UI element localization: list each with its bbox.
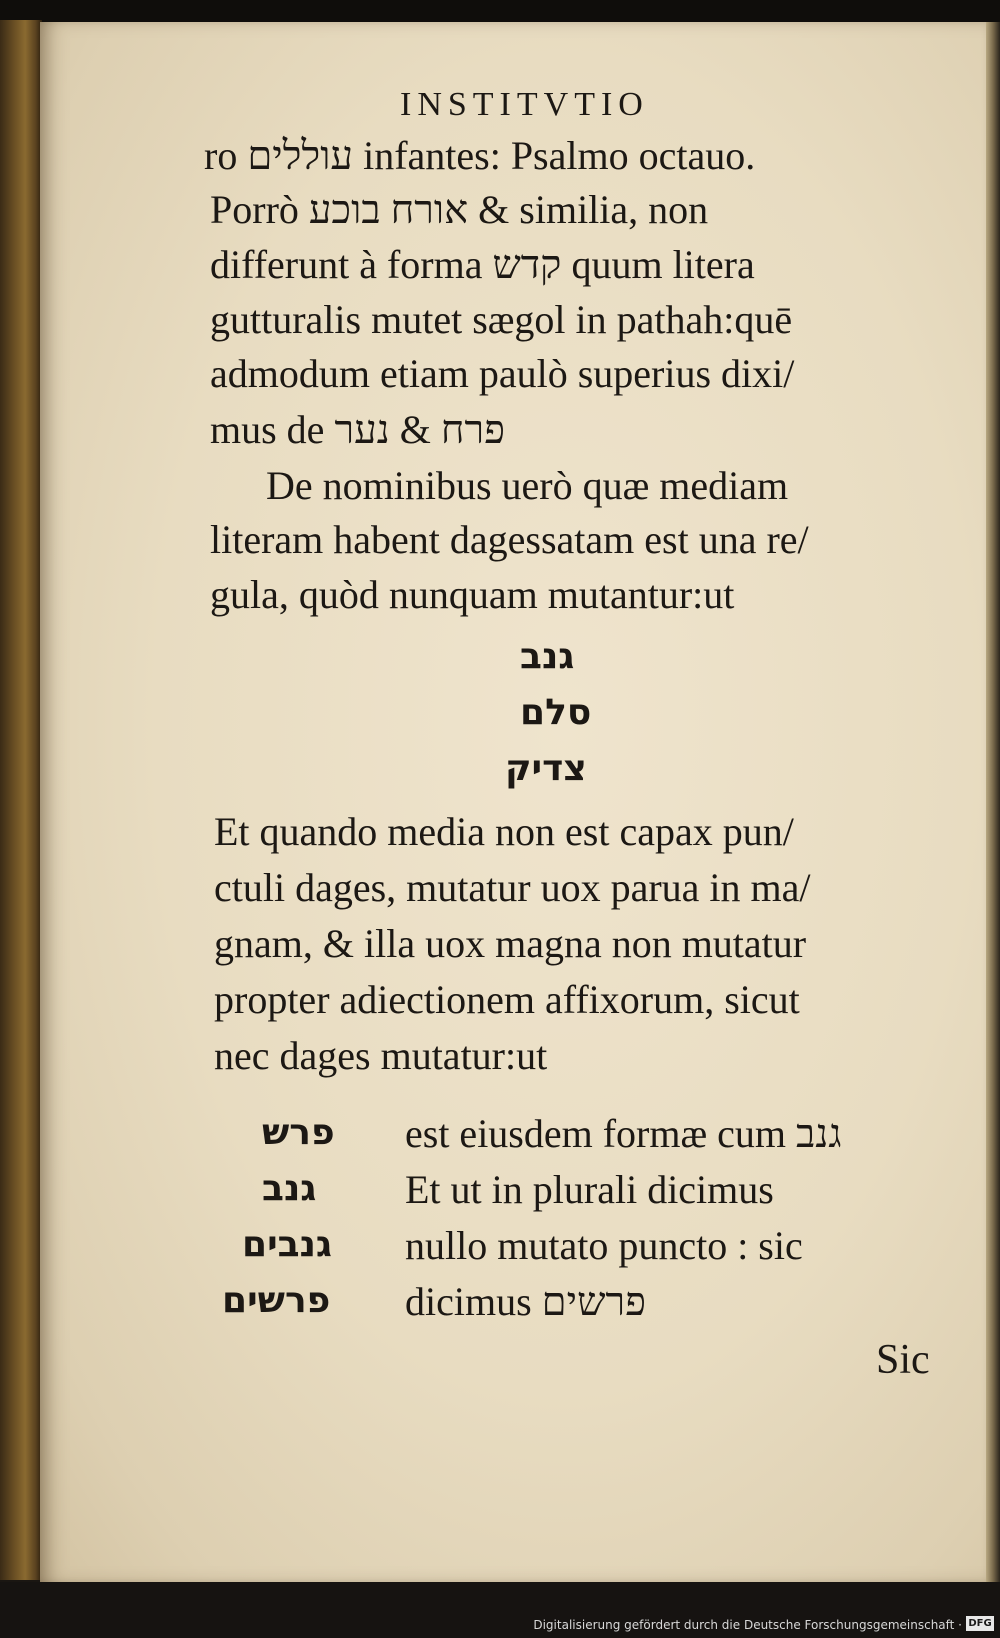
para2-line-1: Et quando media non est capax pun/ <box>214 809 794 854</box>
page-edge <box>986 22 1000 1582</box>
table-row-text-1: est eiusdem formæ cum גנב <box>405 1111 842 1156</box>
para2-line-2: ctuli dages, mutatur uox parua in ma/ <box>214 865 811 910</box>
text-line-3: differunt à forma קדש quum litera <box>210 242 755 287</box>
book-spine <box>0 20 42 1580</box>
table-row-text-3: nullo mutato puncto : sic <box>405 1223 803 1268</box>
table-row-hebrew-1: פרש <box>262 1112 335 1153</box>
hebrew-word-tsdyk: צדיק <box>505 748 587 789</box>
table-row-text-2: Et ut in plurali dicimus <box>405 1167 774 1212</box>
text-line-4: gutturalis mutet sægol in pathah:quē <box>210 297 793 342</box>
text-line-1: ro עוללים infantes: Psalmo octauo. <box>204 133 756 178</box>
table-row-hebrew-3: גנבים <box>242 1224 333 1265</box>
hebrew-word-slm: סלם <box>520 692 592 733</box>
text-line-9: gula, quòd nunquam mutantur:ut <box>210 572 735 617</box>
dfg-logo: DFG <box>966 1616 994 1631</box>
text-line-8: literam habent dagessatam est una re/ <box>210 517 809 562</box>
table-row-text-4: dicimus פרשים <box>405 1279 647 1324</box>
table-row-hebrew-2: גנב <box>262 1168 317 1209</box>
text-line-6: mus de פרח & נער <box>210 407 506 452</box>
table-row-hebrew-4: פרשים <box>222 1280 331 1321</box>
digitization-credit: Digitalisierung gefördert durch die Deutsche Forschungsgemeinschaft · <box>533 1618 962 1632</box>
para2-line-3: gnam, & illa uox magna non mutatur <box>214 921 807 966</box>
catchword: Sic <box>876 1337 930 1383</box>
para2-line-4: propter adiectionem affixorum, sicut <box>214 977 800 1022</box>
text-line-2: Porrò אורח בוכע & similia, non <box>210 187 709 232</box>
text-line-7: De nominibus uerò quæ mediam <box>266 463 789 508</box>
hebrew-word-gnb: גנב <box>520 636 575 677</box>
para2-line-5: nec dages mutatur:ut <box>214 1033 548 1078</box>
text-line-5: admodum etiam paulò superius dixi/ <box>210 351 795 396</box>
running-header: INSTITVTIO <box>400 86 649 123</box>
